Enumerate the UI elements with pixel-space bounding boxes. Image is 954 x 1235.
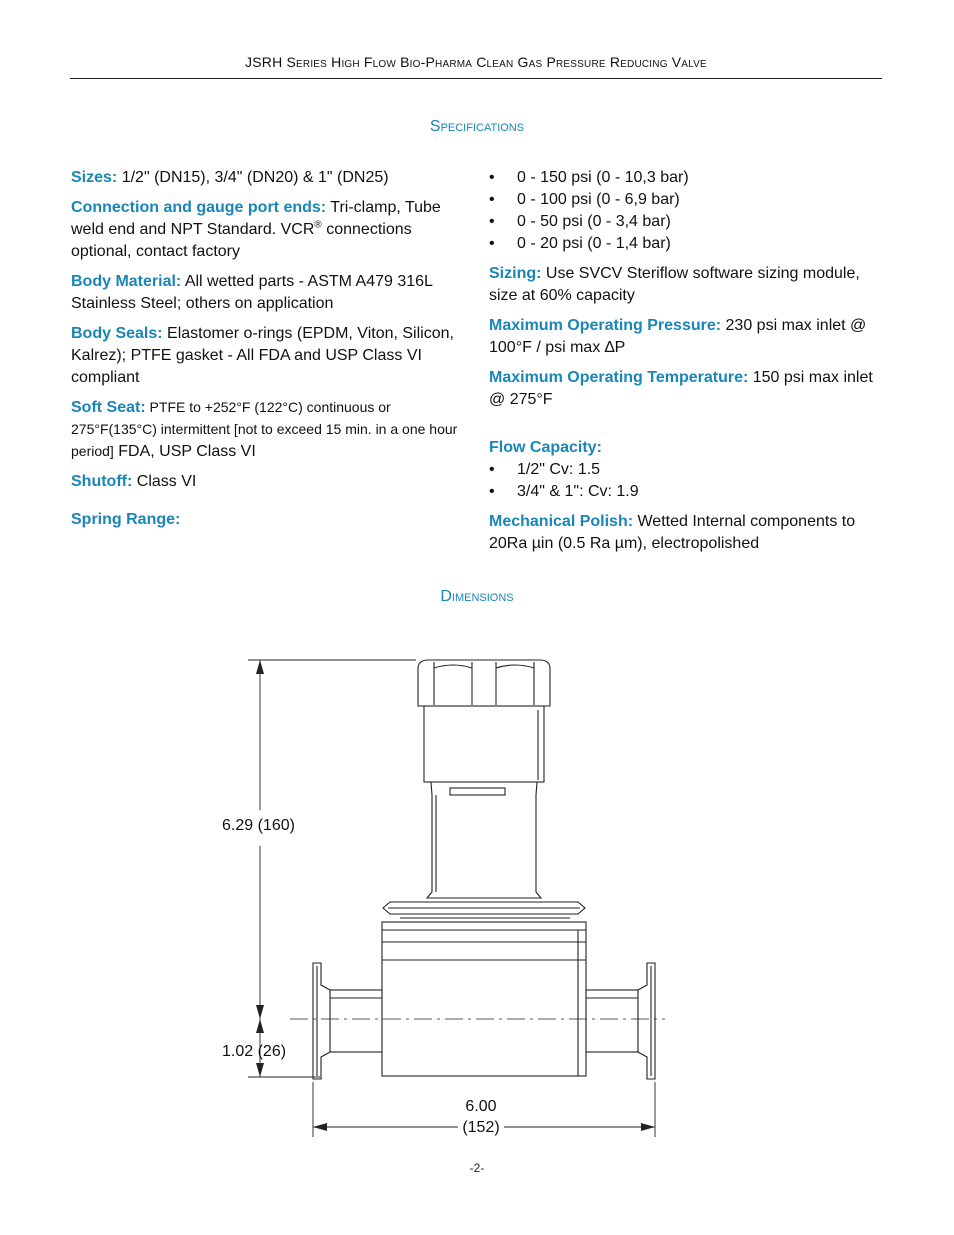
spec-shutoff-label: Shutoff:: [71, 473, 133, 490]
spec-sizing-value: Use SVCV Steriflow software sizing module, size at 60% capacity: [489, 265, 860, 304]
spec-sizes-value: 1/2" (DN15), 3/4" (DN20) & 1" (DN25): [117, 169, 389, 186]
spec-body-seals-value: Elastomer o-rings (EPDM, Viton, Silicon, Kalrez); PTFE gasket - All FDA and USP Class VI compliant: [71, 325, 454, 386]
dimensions-heading: Dimensions: [440, 588, 514, 605]
spec-max-pressure-label: Maximum Operating Pressure:: [489, 317, 722, 334]
registered-mark: ®: [314, 219, 322, 231]
spec-flow-capacity-label: Flow Capacity:: [489, 439, 602, 456]
list-item: • 3/4" & 1": Cv: 1.9: [489, 481, 884, 503]
spec-soft-seat-label: Soft Seat:: [71, 399, 146, 416]
spec-body-material-value: All wetted parts - ASTM A479 316L Stainless Steel; others on application: [71, 273, 433, 312]
spec-shutoff-value: Class VI: [132, 473, 197, 490]
spec-body-material-label: Body Material:: [71, 273, 182, 290]
valve-left-port: [313, 963, 382, 1079]
width-dimension-label: 6.00: [465, 1098, 497, 1115]
valve-neck: [427, 782, 541, 898]
spec-sizing-label: Sizing:: [489, 265, 542, 282]
spec-soft-seat-value: FDA, USP Class VI: [113, 443, 256, 460]
spec-max-temperature-label: Maximum Operating Temperature:: [489, 369, 749, 386]
spec-mechanical-polish-label: Mechanical Polish:: [489, 513, 634, 530]
specifications-heading: Specifications: [429, 118, 525, 135]
spec-body-seals-label: Body Seals:: [71, 325, 163, 342]
width-dimension-metric-label: (152): [462, 1119, 500, 1136]
valve-clamp-flange: [383, 902, 585, 918]
spec-max-pressure-value: 230 psi max inlet @ 100°F / psi max ∆P: [489, 317, 867, 356]
list-item: • 0 - 150 psi (0 - 10,3 bar): [489, 167, 884, 189]
spec-connection-value-2: connections optional, contact factory: [71, 221, 412, 260]
spec-soft-seat-detail: PTFE to +252°F (122°C) continuous or 275°F(135°C) intermittent [not to exceed 15 min. in a one hour period]: [71, 399, 458, 459]
spec-sizes-label: Sizes:: [71, 169, 118, 186]
document-title: JSRH Series High Flow Bio-Pharma Clean Gas Pressure Reducing Valve: [245, 54, 707, 70]
height-dimension-label: 6.29 (160): [222, 817, 295, 834]
list-item: • 0 - 20 psi (0 - 1,4 bar): [489, 233, 884, 255]
list-item: • 1/2" Cv: 1.5: [489, 459, 884, 481]
spec-connection-label: Connection and gauge port ends:: [71, 199, 327, 216]
valve-bonnet: [424, 706, 544, 795]
centerline-dimension-label: 1.02 (26): [222, 1043, 287, 1060]
spec-max-temperature-value: 150 psi max inlet @ 275°F: [489, 369, 873, 408]
spec-mechanical-polish-value: Wetted Internal components to 20Ra µin (0.5 Ra µm), electropolished: [489, 513, 856, 552]
valve-body: [382, 922, 586, 1076]
spec-connection-value: Tri-clamp, Tube weld end and NPT Standard. VCR: [71, 199, 441, 238]
valve-right-port: [586, 963, 655, 1079]
spec-spring-range-label: Spring Range:: [71, 511, 181, 528]
list-item: • 0 - 50 psi (0 - 3,4 bar): [489, 211, 884, 233]
valve-cap-hex: [418, 660, 550, 706]
page-number: -2-: [469, 1161, 485, 1175]
list-item: • 0 - 100 psi (0 - 6,9 bar): [489, 189, 884, 211]
